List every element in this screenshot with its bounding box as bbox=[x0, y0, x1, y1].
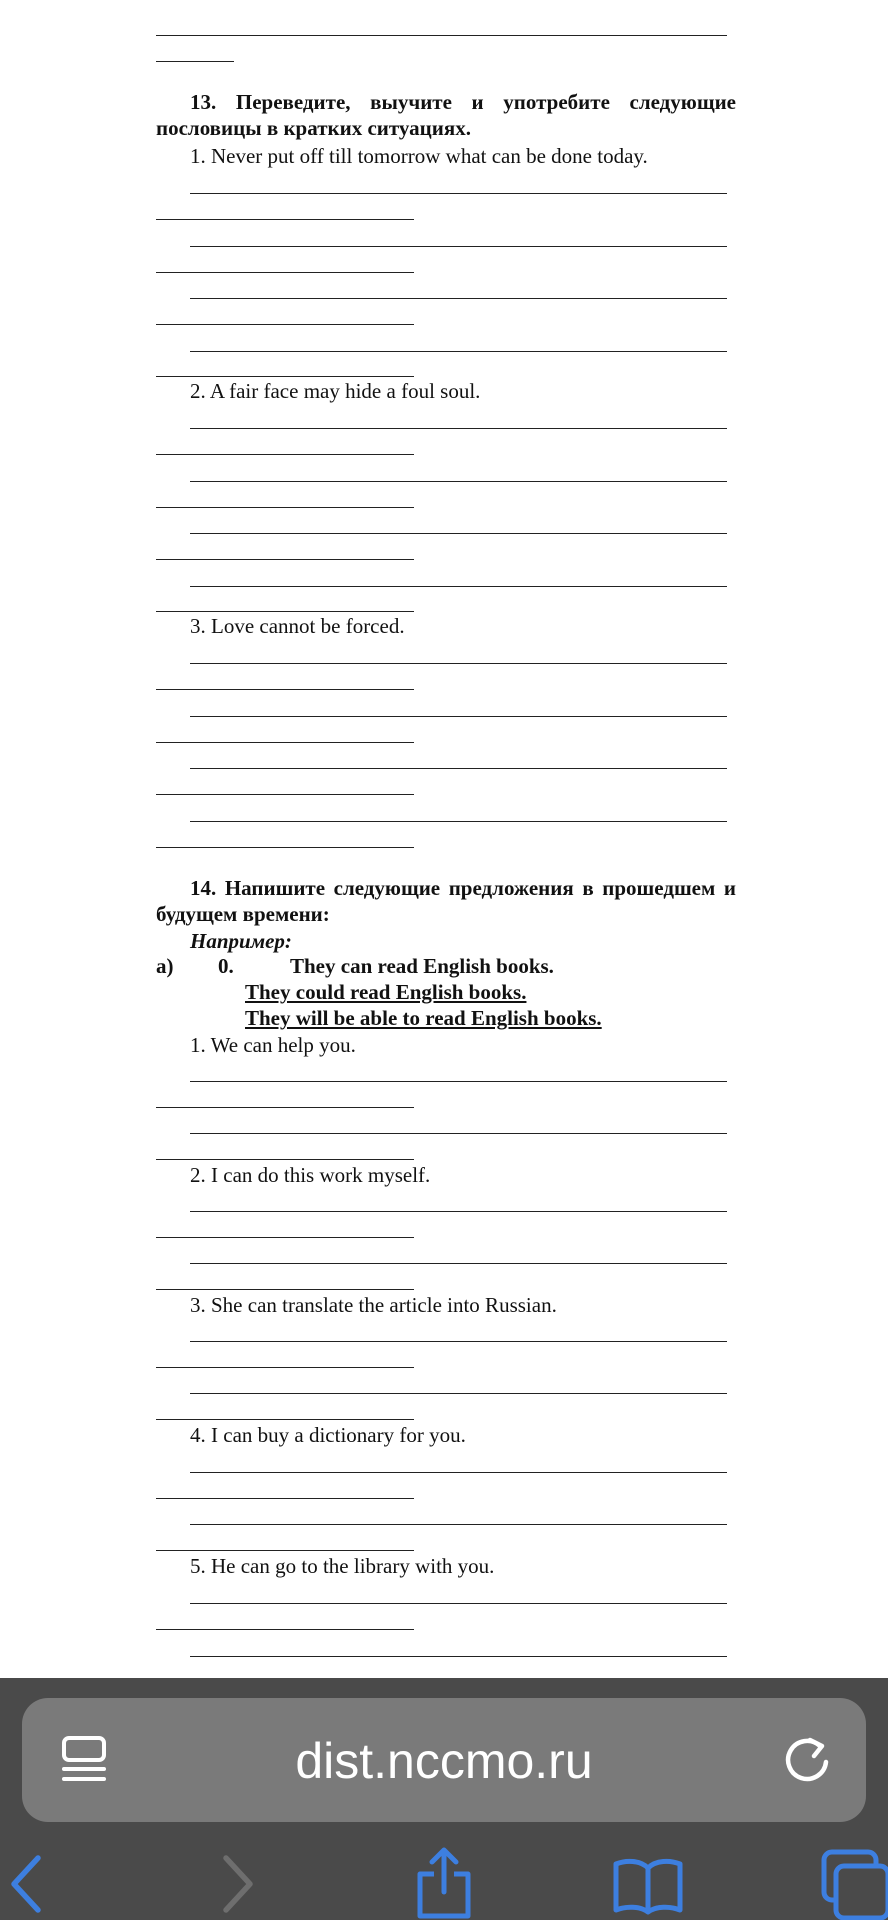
url-text[interactable]: dist.nccmo.ru bbox=[295, 1733, 593, 1789]
answer-line bbox=[190, 1393, 727, 1394]
answer-line bbox=[190, 193, 727, 194]
answer-line bbox=[190, 768, 727, 769]
answer-line bbox=[156, 1498, 414, 1499]
answer-line bbox=[156, 219, 414, 220]
proverb-2: 2. A fair face may hide a foul soul. bbox=[190, 379, 481, 403]
answer-line bbox=[156, 454, 414, 455]
answer-line bbox=[156, 507, 414, 508]
example-number: 0. bbox=[218, 954, 234, 978]
answer-line bbox=[190, 1524, 727, 1525]
sentence-3: 3. She can translate the article into Russian. bbox=[190, 1293, 557, 1317]
example-past: They could read English books. bbox=[245, 980, 527, 1004]
part-label: a) bbox=[156, 954, 174, 978]
answer-line bbox=[156, 559, 414, 560]
answer-line bbox=[190, 246, 727, 247]
forward-arrow-icon[interactable] bbox=[218, 1852, 258, 1916]
back-arrow-icon[interactable] bbox=[6, 1852, 46, 1916]
answer-line bbox=[190, 298, 727, 299]
answer-line bbox=[156, 272, 414, 273]
answer-line bbox=[156, 794, 414, 795]
example-future: They will be able to read English books. bbox=[245, 1006, 602, 1030]
answer-line bbox=[156, 376, 414, 377]
answer-line bbox=[190, 821, 727, 822]
proverb-3: 3. Love cannot be forced. bbox=[190, 614, 405, 638]
answer-line bbox=[190, 1263, 727, 1264]
answer-line bbox=[156, 1367, 414, 1368]
answer-line bbox=[190, 351, 727, 352]
answer-line bbox=[156, 1419, 414, 1420]
answer-line bbox=[156, 324, 414, 325]
example-sentence: They can read English books. bbox=[290, 954, 554, 978]
answer-line bbox=[190, 716, 727, 717]
answer-line bbox=[156, 1629, 414, 1630]
sentence-5: 5. He can go to the library with you. bbox=[190, 1554, 495, 1578]
answer-line bbox=[156, 1107, 414, 1108]
answer-line bbox=[190, 663, 727, 664]
answer-line bbox=[190, 1472, 727, 1473]
answer-line bbox=[156, 1289, 414, 1290]
task-14-heading: 14. Напишите следующие предложения в прошедшем и будущем времени: bbox=[156, 876, 736, 926]
answer-line bbox=[156, 611, 414, 612]
answer-line bbox=[156, 61, 234, 62]
reload-icon[interactable] bbox=[780, 1734, 836, 1790]
task-13-heading: 13. Переведите, выучите и употребите следующие пословицы в кратких ситуациях. bbox=[156, 90, 736, 140]
answer-line bbox=[190, 533, 727, 534]
answer-line bbox=[190, 586, 727, 587]
answer-line bbox=[190, 1133, 727, 1134]
answer-line bbox=[156, 1159, 414, 1160]
answer-line bbox=[156, 847, 414, 848]
answer-line bbox=[156, 35, 727, 36]
answer-line bbox=[190, 1081, 727, 1082]
answer-line bbox=[190, 1656, 727, 1657]
sentence-4: 4. I can buy a dictionary for you. bbox=[190, 1423, 466, 1447]
answer-line bbox=[156, 1237, 414, 1238]
answer-line bbox=[190, 428, 727, 429]
answer-line bbox=[190, 481, 727, 482]
sentence-2: 2. I can do this work myself. bbox=[190, 1163, 431, 1187]
answer-line bbox=[190, 1211, 727, 1212]
answer-line bbox=[190, 1603, 727, 1604]
share-icon[interactable] bbox=[412, 1846, 476, 1920]
tabs-icon[interactable] bbox=[818, 1848, 888, 1920]
answer-line bbox=[190, 1341, 727, 1342]
sentence-1: 1. We can help you. bbox=[190, 1033, 356, 1057]
example-label: Например: bbox=[190, 929, 292, 953]
answer-line bbox=[156, 742, 414, 743]
answer-line bbox=[156, 689, 414, 690]
answer-line bbox=[156, 1550, 414, 1551]
bookmarks-icon[interactable] bbox=[612, 1856, 684, 1916]
proverb-1: 1. Never put off till tomorrow what can be done today. bbox=[190, 144, 648, 168]
